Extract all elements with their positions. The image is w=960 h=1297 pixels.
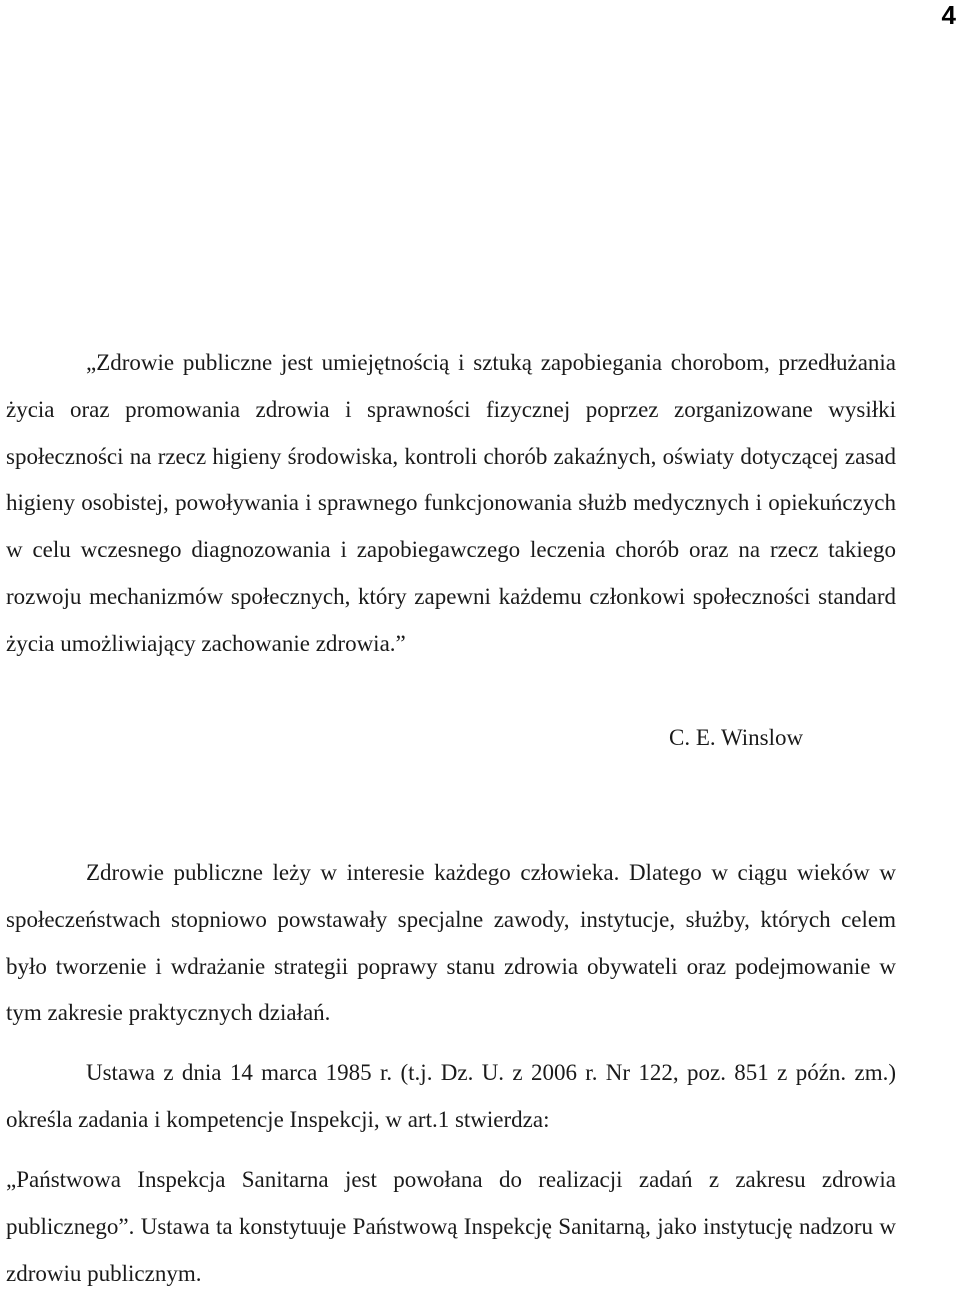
paragraph-public-health: Zdrowie publiczne leży w interesie każdego człowieka. Dlatego w ciągu wieków w społeczeństwach stopniowo powstawały specjalne zawody, instytucje, służby, których celem było tworzenie i wdrażanie strategii poprawy stanu zdrowia obywateli oraz podejmowanie w tym zakresie praktycznych działań. (6, 860, 896, 1026)
paragraph-sanitary-inspection: „Państwowa Inspekcja Sanitarna jest powołana do realizacji zadań z zakresu zdrowia publicznego”. Ustawa ta konstytuuje Państwową Inspekcję Sanitarną, jako instytucję nadzoru w zdrowiu publicznym. (6, 1167, 896, 1286)
quote-block (6, 340, 896, 668)
winslow-quote: „Zdrowie publiczne jest umiejętnością i sztuką zapobiegania chorobom, przedłużania życia oraz promowania zdrowia i sprawności fizycznej poprzez zorganizowane wysiłki społeczności na rzecz higieny środowiska, kontroli chorób zakaźnych, oświaty dotyczącej zasad higieny osobistej, powoływania i sprawnego funkcjonowania służb medycznych i opiekuńczych w celu wczesnego diagnozowania i zapobiegawczego leczenia chorób oraz na rzecz takiego rozwoju mechanizmów społecznych, który zapewni każdemu członkowi społeczności standard życia umożliwiający zachowanie zdrowia.” (6, 350, 896, 656)
paragraph-act-reference: Ustawa z dnia 14 marca 1985 r. (t.j. Dz. U. z 2006 r. Nr 122, poz. 851 z późn. zm.) określa zadania i kompetencje Inspekcji, w art.1 stwierdza: (6, 1060, 896, 1132)
quote-author: C. E. Winslow (669, 725, 804, 750)
page-number: 4 (941, 0, 956, 30)
